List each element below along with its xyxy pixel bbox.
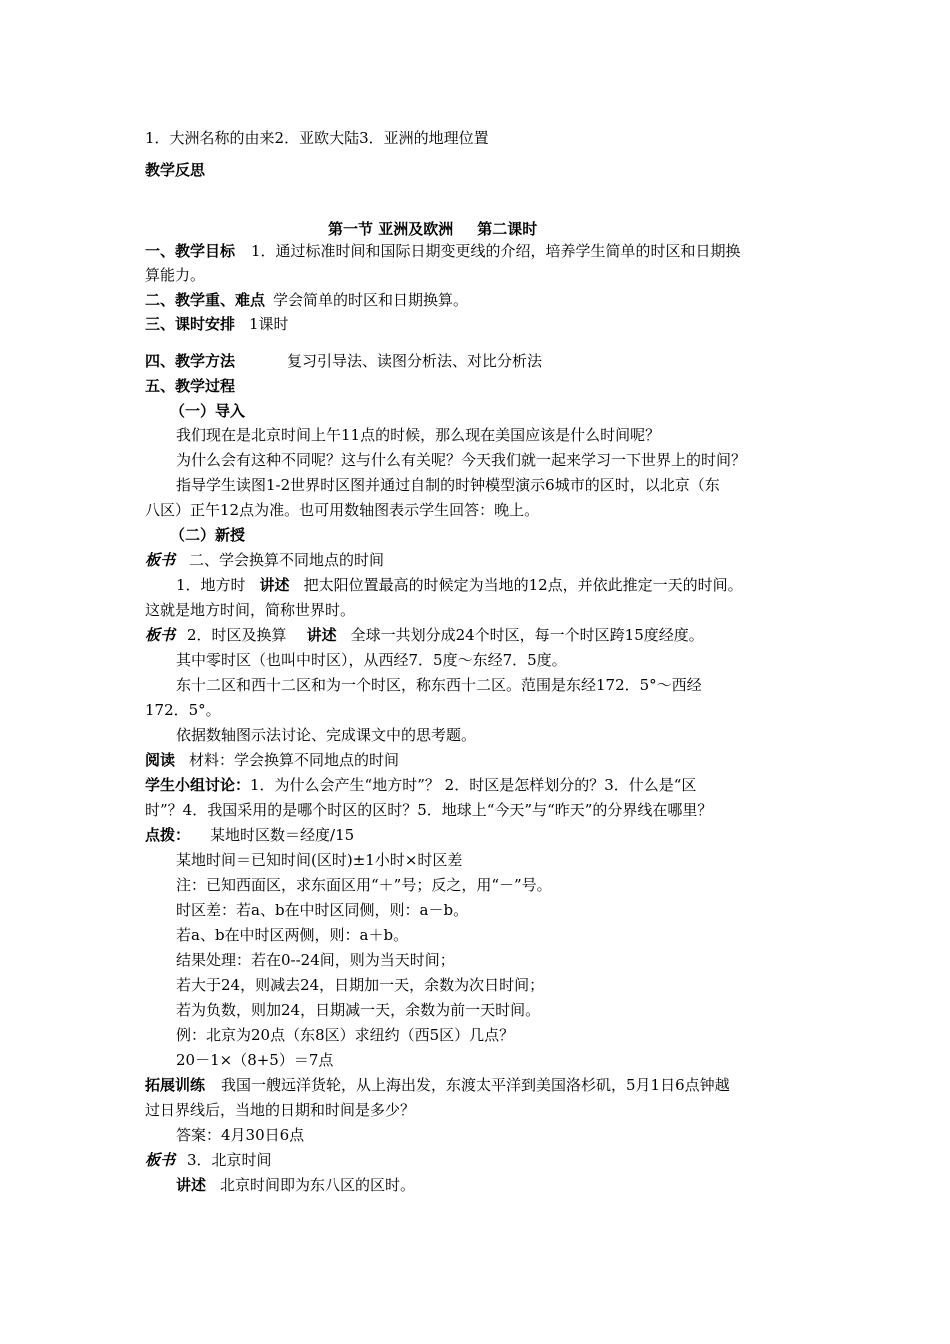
tip-line: 20－1×（8+5）＝7点 (176, 1051, 334, 1069)
tip-line: 点拨： 某地时区数＝经度/15 (145, 826, 355, 844)
local-time-line: 1．地方时 讲述 把太阳位置最高的时候定为当地的12点，并依此推定一天的时间。 (176, 576, 743, 594)
goal-line: 一、教学目标 1．通过标准时间和国际日期变更线的介绍，培养学生简单的时区和日期换 (145, 242, 741, 260)
zone-line: 其中零时区（也叫中时区），从西经7．5度～东经7．5度。 (176, 651, 567, 669)
intro-paragraph: 我们现在是北京时间上午11点的时候，那么现在美国应该是什么时间呢？ (176, 426, 661, 444)
local-time-line-2: 这就是地方时间，简称世界时。 (145, 601, 356, 619)
topic-list-line: 1．大洲名称的由来2．亚欧大陆3．亚洲的地理位置 (145, 129, 489, 147)
board-note: 板书 二、学会换算不同地点的时间 (145, 551, 385, 569)
tip-line: 若a、b在中时区两侧，则：a＋b。 (176, 926, 409, 944)
intro-paragraph: 指导学生读图1-2世界时区图并通过自制的时钟模型演示6城市的区时，以北京（东 (176, 476, 720, 494)
tip-line: 注：已知西面区，求东面区用“＋”号；反之，用“－”号。 (176, 876, 552, 894)
new-lesson-heading: （二）新授 (170, 526, 246, 544)
board-note: 板书 2．时区及换算 讲述 全球一共划分成24个时区，每一个时区跨15度经度。 (145, 626, 704, 644)
intro-paragraph: 为什么会有这种不同呢？这与什么有关呢？今天我们就一起来学习一下世界上的时间？ (176, 451, 747, 469)
zone-line: 172．5°。 (145, 701, 221, 719)
tip-line: 某地时间＝已知时间(区时)±1小时×时区差 (176, 851, 463, 869)
lesson-title: 第一节 亚洲及欧洲 第二课时 (328, 220, 538, 238)
goal-line-2: 算能力。 (145, 266, 206, 284)
key-points-line: 二、教学重、难点 学会简单的时区和日期换算。 (145, 291, 469, 309)
tip-line: 若大于24，则减去24，日期加一天，余数为次日时间； (176, 976, 545, 994)
intro-heading: （一）导入 (170, 402, 246, 420)
method-line: 四、教学方法 复习引导法、读图分析法、对比分析法 (145, 352, 543, 370)
group-discussion-line: 学生小组讨论：1．为什么会产生“地方时”？ 2．时区是怎样划分的？3．什么是“区 (145, 776, 697, 794)
tip-line: 结果处理：若在0--24间，则为当天时间； (176, 951, 455, 969)
hours-line: 三、课时安排 1课时 (145, 315, 289, 333)
reflection-heading: 教学反思 (145, 161, 206, 179)
process-heading: 五、教学过程 (145, 377, 236, 395)
discuss-line: 依据数轴图示法讨论、完成课文中的思考题。 (176, 726, 477, 744)
extension-line-2: 过日界线后，当地的日期和时间是多少？ (145, 1101, 416, 1119)
intro-paragraph: 八区）正午12点为准。也可用数轴图表示学生回答：晚上。 (145, 501, 540, 519)
zone-line: 东十二区和西十二区和为一个时区，称东西十二区。范围是东经172．5°～西经 (176, 676, 702, 694)
tip-line: 例：北京为20点（东8区）求纽约（西5区）几点？ (176, 1026, 515, 1044)
extension-line: 拓展训练 我国一艘远洋货轮，从上海出发，东渡太平洋到美国洛杉矶，5月1日6点钟越 (145, 1076, 730, 1094)
tip-line: 时区差：若a、b在中时区同侧，则：a－b。 (176, 901, 469, 919)
group-discussion-line-2: 时”？4．我国采用的是哪个时区的区时？5．地球上“今天”与“昨天”的分界线在哪里？ (145, 801, 713, 819)
tip-line: 若为负数，则加24，日期减一天，余数为前一天时间。 (176, 1001, 541, 1019)
board-note: 板书 3．北京时间 (145, 1151, 272, 1169)
beijing-time-line: 讲述 北京时间即为东八区的区时。 (176, 1176, 416, 1194)
answer-line: 答案：4月30日6点 (176, 1126, 305, 1144)
reading-line: 阅读 材料：学会换算不同地点的时间 (145, 751, 400, 769)
